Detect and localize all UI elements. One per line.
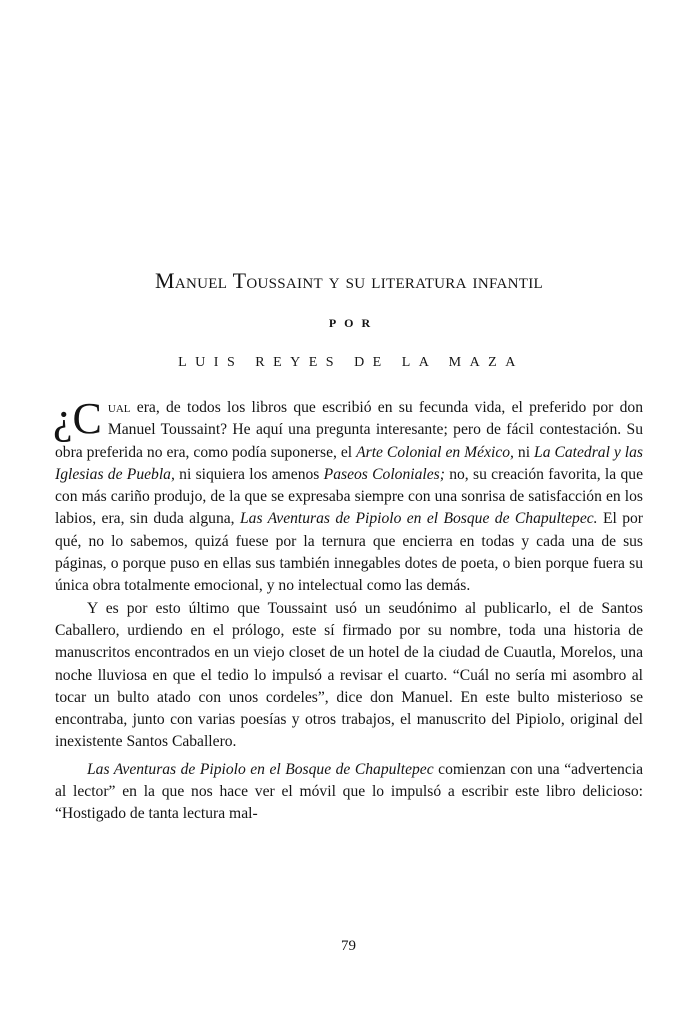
text-segment: El por qué, no lo sabemos, quizá fuese por la ternura que encierra en todas y cada una de sus páginas, o porque puso en ellas sus también innegables dotes de poeta, o bien porque fuera su única obra totalmente emocional, y no intelectual como las demás. <box>55 510 644 595</box>
opening-word: ual <box>107 399 131 416</box>
text-segment: era, de todos los libros que escribió en su fecunda vida, el preferido por don Manuel Toussaint? He aquí una pregunta interesante; pero de fácil contestación. Su obra preferida no era, como podía suponerse, el <box>55 399 643 461</box>
byline-por: POR <box>328 316 379 330</box>
work-title: Paseos Coloniales; <box>323 465 445 483</box>
text-segment: ni <box>513 443 535 461</box>
paragraph-2: Y es por esto último que Toussaint usó un seudónimo al publicarlo, el de Santos Caballero, urdiendo en el prólogo, este sí firmado por su nombre, toda una historia de manuscritos encontrados en un viejo closet de un hotel de la ciudad de Cuautla, Morelos, una noche lluviosa en que el tedio lo impulsó a revisar el cuarto. “Cuál no sería mi asombro al tocar un bulto atado con unos cordeles”, dice don Manuel. En este bulto misterioso se encontraba, junto con varias poesías y otros trabajos, el manuscrito del Pipiolo, original del inexistente Santos Caballero. <box>55 599 643 751</box>
article-body <box>53 394 644 826</box>
work-title: La Catedral y las Iglesias de Puebla, <box>55 443 643 483</box>
text-segment: comienzan con una “advertencia al lector” en la que nos hace ver el móvil que lo impulsó a escribir este libro delicioso: “Hostigado de tanta lectura mal- <box>55 760 643 823</box>
drop-cap: ¿C <box>53 394 102 443</box>
paragraph-1 <box>53 394 644 598</box>
work-title: Arte Colonial en México, <box>356 443 514 461</box>
work-title: Las Aventuras de Pipiolo en el Bosque de Chapultepec <box>87 760 434 778</box>
text-segment: no, su creación favorita, la que con más cariño produjo, de la que se expresaba siempre con una sonrisa de satisfacción en los labios, era, sin duda alguna, <box>55 465 643 528</box>
article-author: LUIS REYES DE LA MAZA <box>178 355 524 370</box>
article-title: Manuel Toussaint y su literatura infantil <box>155 268 543 293</box>
page-number: 79 <box>341 938 356 954</box>
paragraph-3 <box>55 759 643 826</box>
work-title: Las Aventuras de Pipiolo en el Bosque de Chapultepec. <box>239 510 598 528</box>
text-segment: ni siquiera los amenos <box>174 465 324 483</box>
